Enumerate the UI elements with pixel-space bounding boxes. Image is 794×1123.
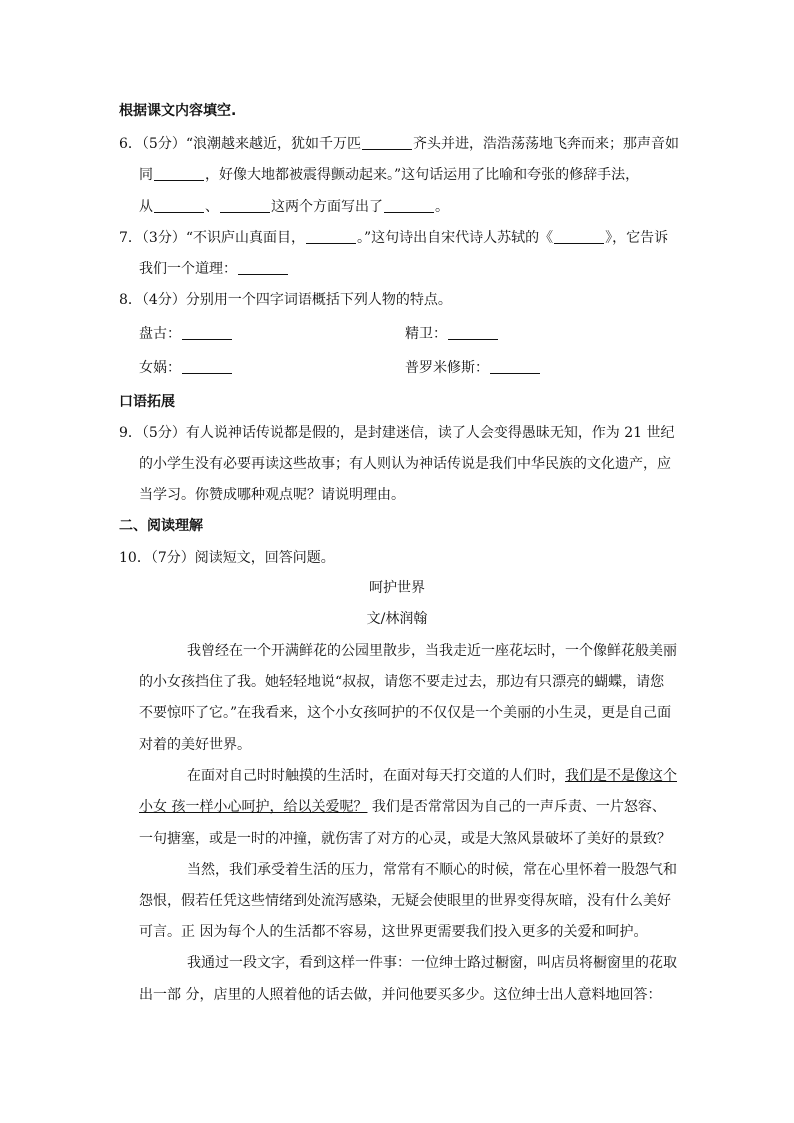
jingwei-answer-row: 精卫： — [405, 324, 499, 344]
section-heading-reading: 二、阅读理解 — [119, 518, 203, 534]
paragraph-2-line-1: 在面对自己时时触摸的生活时，在面对每天打交道的人们时，我们是不是像这个 — [187, 768, 677, 784]
question-9-line-1: 9．（5分）有人说神话传说都是假的，是封建迷信，读了人会变得愚昧无知，作为 21 世纪 — [119, 425, 675, 441]
answer-blank[interactable] — [238, 260, 288, 275]
paragraph-3-line-3: 可言。正 因为每个人的生活都不容易，这世界更需要我们投入更多的关爱和呵护。 — [139, 924, 648, 940]
paragraph-2-line-3: 一句搪塞，或是一时的冲撞，就伤害了对方的心灵，或是大煞风景破坏了美好的景致？ — [139, 831, 671, 847]
answer-blank[interactable] — [182, 325, 232, 340]
paragraph-1-line-4: 对着的美好世界。 — [139, 737, 251, 753]
question-6-line-3: 从 、 这两个方面写出了 。 — [139, 199, 449, 215]
answer-blank[interactable] — [490, 359, 540, 374]
question-6-line-1: 6．（5分）“浪潮越来越近，犹如千万匹 齐头并进，浩浩荡荡地飞奔而来；那声音如 — [119, 136, 679, 152]
answer-blank[interactable] — [448, 325, 498, 340]
paragraph-4-line-2: 出一部 分，店里的人照着他的话去做，并问他要买多少。这位绅士出人意料地回答： — [139, 987, 662, 1003]
answer-blank[interactable] — [362, 135, 412, 150]
answer-blank[interactable] — [154, 166, 204, 181]
question-7-line-1: 7．（3分）“不识庐山真面目， 。”这句诗出自宋代诗人苏轼的《 》，它告诉 — [119, 230, 669, 246]
question-7-line-2: 我们一个道理： — [139, 259, 289, 279]
question-6-line-2: 同 ，好像大地都被震得颤动起来。”这句话运用了比喻和夸张的修辞手法， — [139, 167, 640, 183]
underlined-sentence: 我们是不是像这个 — [565, 768, 677, 784]
underlined-sentence: 小女 孩一样小心呵护，给以关爱呢？ — [139, 799, 368, 815]
answer-blank[interactable] — [384, 198, 434, 213]
section-heading-fill-in: 根据课文内容填空. — [119, 103, 237, 119]
question-8-line-1: 8．（4分）分别用一个四字词语概括下列人物的特点。 — [119, 292, 452, 308]
question-9-line-3: 当学习。你赞成哪种观点呢？请说明理由。 — [139, 487, 405, 503]
question-9-line-2: 的小学生没有必要再读这些故事；有人则认为神话传说是我们中华民族的文化遗产，应 — [139, 456, 671, 472]
article-title: 呵护世界 — [369, 580, 425, 596]
paragraph-4-line-1: 我通过一段文字，看到这样一件事：一位绅士路过橱窗，叫店员将橱窗里的花取 — [187, 955, 677, 971]
prometheus-answer-row: 普罗米修斯： — [405, 358, 541, 378]
answer-blank[interactable] — [306, 229, 356, 244]
answer-blank[interactable] — [554, 229, 604, 244]
paragraph-2-line-2: 小女 孩一样小心呵护，给以关爱呢？ 我们是否常常因为自己的一声斥责、一片怒容、 — [139, 799, 666, 815]
answer-blank[interactable] — [220, 198, 270, 213]
paragraph-1-line-2: 的小女孩挡住了我。她轻轻地说“叔叔，请您不要走过去，那边有只漂亮的蝴蝶，请您 — [139, 674, 665, 690]
nvwa-answer-row: 女娲： — [139, 358, 233, 378]
paragraph-3-line-1: 当然，我们承受着生活的压力，常常有不顺心的时候，常在心里怀着一股怨气和 — [187, 862, 677, 878]
pangu-answer-row: 盘古： — [139, 324, 233, 344]
answer-blank[interactable] — [182, 359, 232, 374]
paragraph-1-line-3: 不要惊吓了它。”在我看来，这个小女孩呵护的不仅仅是一个美丽的小生灵，更是自己面 — [139, 705, 672, 721]
section-heading-oral: 口语拓展 — [119, 394, 175, 410]
answer-blank[interactable] — [154, 198, 204, 213]
article-author: 文/林润翰 — [366, 611, 428, 627]
question-10-line-1: 10．（7分）阅读短文，回答问题。 — [119, 550, 335, 566]
paragraph-1-line-1: 我曾经在一个开满鲜花的公园里散步，当我走近一座花坛时，一个像鲜花般美丽 — [187, 643, 677, 659]
paragraph-3-line-2: 怨恨，假若任凭这些情绪到处流泻感染，无疑会使眼里的世界变得灰暗，没有什么美好 — [139, 893, 671, 909]
